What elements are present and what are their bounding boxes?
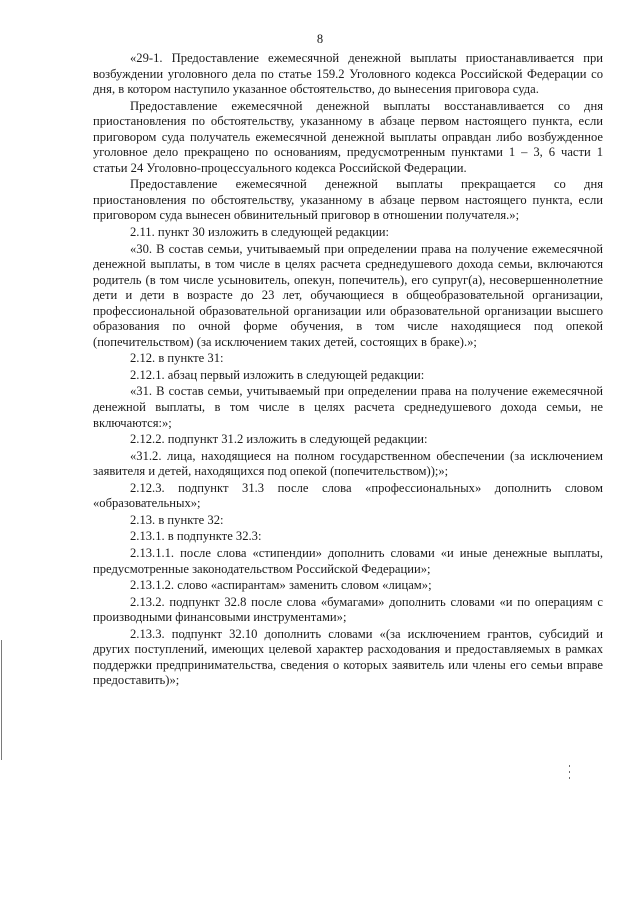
document-body: [93, 51, 603, 690]
paragraph-restore: Предоставление ежемесячной денежной выплаты восстанавливается со дня приостановления по обстоятельству, указанному в абзаце первом настоящего пункта, если приговором суда получатель ежемесячной денежной выплаты оправдан либо возбужденное уголовное дело прекращено по основаниям, предусмотренным пунктами 1 – 3, 6 части 1 статьи 24 Уголовно-процессуального кодекса Российской Федерации.: [93, 98, 603, 175]
page-number: 8: [316, 32, 324, 46]
paragraph-2-12-1: 2.12.1. абзац первый изложить в следующей редакции:: [130, 367, 425, 382]
paragraph-2-13-1-1: 2.13.1.1. после слова «стипендии» дополнить словами «и иные денежные выплаты, предусмотренные законодательством Российской Федерации»;: [93, 545, 603, 576]
paragraph-2-12: 2.12. в пункте 31:: [130, 351, 224, 366]
paragraph-terminate: Предоставление ежемесячной денежной выплаты прекращается со дня приостановления по обстоятельству, указанному в абзаце первом настоящего пункта, если приговором суда вынесен обвинительный приговор в отношении получателя.»;: [93, 177, 603, 223]
paragraph-2-13-1-2: 2.13.1.2. слово «аспирантам» заменить словом «лицам»;: [130, 578, 432, 593]
scan-mark: [569, 765, 570, 767]
scan-edge-line: [1, 640, 2, 760]
paragraph-2-12-3: 2.12.3. подпункт 31.3 после слова «профессиональных» дополнить словом «образовательных»;: [93, 480, 603, 511]
paragraph-31-2: «31.2. лица, находящиеся на полном государственном обеспечении (за исключением заявителя и детей, находящихся под опекой (попечительством));»;: [93, 448, 603, 479]
paragraph-2-11: 2.11. пункт 30 изложить в следующей редакции:: [130, 225, 390, 240]
paragraph-2-12-2: 2.12.2. подпункт 31.2 изложить в следующей редакции:: [130, 432, 428, 447]
scan-mark: [569, 777, 570, 779]
paragraph-2-13-1: 2.13.1. в подпункте 32.3:: [130, 529, 262, 544]
paragraph-2-13-2: 2.13.2. подпункт 32.8 после слова «бумагами» дополнить словами «и по операциям с производными финансовыми инструментами»;: [93, 594, 603, 625]
paragraph-31: «31. В состав семьи, учитываемый при определении права на получение ежемесячной денежной выплаты, в том числе в целях расчета среднедушевого дохода семьи, не включаются:»;: [93, 384, 603, 430]
paragraph-29-1: «29-1. Предоставление ежемесячной денежной выплаты приостанавливается при возбуждении уголовного дела по статье 159.2 Уголовного кодекса Российской Федерации со дня, в котором наступило указанное обстоятельство, до вынесения приговора суда.: [93, 51, 603, 97]
paragraph-2-13: 2.13. в пункте 32:: [130, 512, 224, 527]
paragraph-2-13-3: 2.13.3. подпункт 32.10 дополнить словами «(за исключением грантов, субсидий и других поступлений, имеющих целевой характер расходования и предоставляемых в рамках поддержки предпринимательства, сведения о которых заявитель или члены его семьи вправе предоставить)»;: [93, 626, 603, 688]
scan-mark: [569, 771, 570, 773]
paragraph-30: «30. В состав семьи, учитываемый при определении права на получение ежемесячной денежной выплаты, в том числе в целях расчета среднедушевого дохода семьи, включаются родитель (в том числе усыновитель, опекун, попечитель), его супруг(а), несовершеннолетние дети и дети в возрасте до 23 лет, обучающиеся в общеобразовательной организации, профессиональной образовательной организации или образовательной организации высшего образования по очной форме обучения, в том числе находящиеся под опекой (попечительством) (за исключением таких детей, состоящих в браке).»;: [93, 241, 603, 349]
